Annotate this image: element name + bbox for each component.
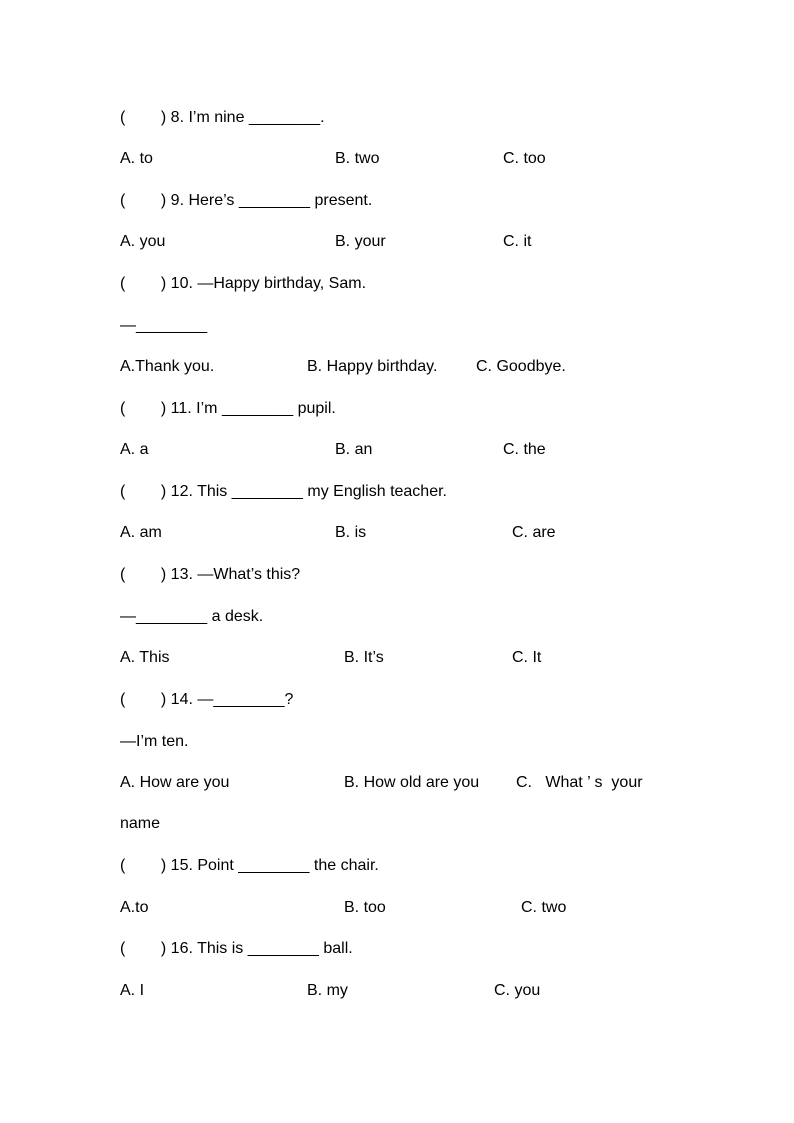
question-10-option-b: B. Happy birthday. [307, 358, 438, 375]
question-9-option-a: A. you [120, 233, 166, 250]
question-15-option-a: A.to [120, 899, 149, 916]
question-13-option-b: B. It’s [344, 649, 384, 666]
question-16-stem: ( ) 16. This is ________ ball. [120, 940, 353, 957]
question-16-option-a: A. I [120, 982, 145, 999]
question-12-option-b: B. is [335, 524, 367, 541]
question-14-option-b: B. How old are you [344, 774, 480, 791]
question-8-option-a: A. to [120, 150, 153, 167]
question-11-option-a: A. a [120, 441, 149, 458]
question-10-stem: ( ) 10. —Happy birthday, Sam. [120, 275, 367, 292]
question-14-option-a: A. How are you [120, 774, 230, 791]
question-14-option-c-wrap: name [120, 815, 161, 832]
question-10-option-a: A.Thank you. [120, 358, 215, 375]
question-15-option-c: C. two [521, 899, 567, 916]
question-10-option-c: C. Goodbye. [476, 358, 566, 375]
question-12-option-a: A. am [120, 524, 162, 541]
question-12-stem: ( ) 12. This ________ my English teacher. [120, 483, 447, 500]
question-14-answer-line: —I’m ten. [120, 733, 189, 750]
question-10-answer-line: —________ [120, 317, 208, 334]
question-11-option-c: C. the [503, 441, 546, 458]
question-16-option-b: B. my [307, 982, 348, 999]
question-13-option-c: C. It [512, 649, 542, 666]
question-9-stem: ( ) 9. Here’s ________ present. [120, 192, 373, 209]
question-16-option-c: C. you [494, 982, 541, 999]
question-9-option-c: C. it [503, 233, 532, 250]
question-8-option-b: B. two [335, 150, 380, 167]
question-15-stem: ( ) 15. Point ________ the chair. [120, 857, 379, 874]
question-8-option-c: C. too [503, 150, 546, 167]
question-8-stem: ( ) 8. I’m nine ________. [120, 109, 325, 126]
question-12-option-c: C. are [512, 524, 556, 541]
question-14-option-c: C. What ’ s your [516, 774, 643, 791]
question-13-answer-line: —________ a desk. [120, 608, 264, 625]
question-15-option-b: B. too [344, 899, 386, 916]
question-11-stem: ( ) 11. I’m ________ pupil. [120, 400, 336, 417]
question-13-option-a: A. This [120, 649, 170, 666]
question-11-option-b: B. an [335, 441, 373, 458]
question-9-option-b: B. your [335, 233, 386, 250]
question-14-stem: ( ) 14. —________? [120, 691, 294, 708]
question-13-stem: ( ) 13. —What’s this? [120, 566, 301, 583]
